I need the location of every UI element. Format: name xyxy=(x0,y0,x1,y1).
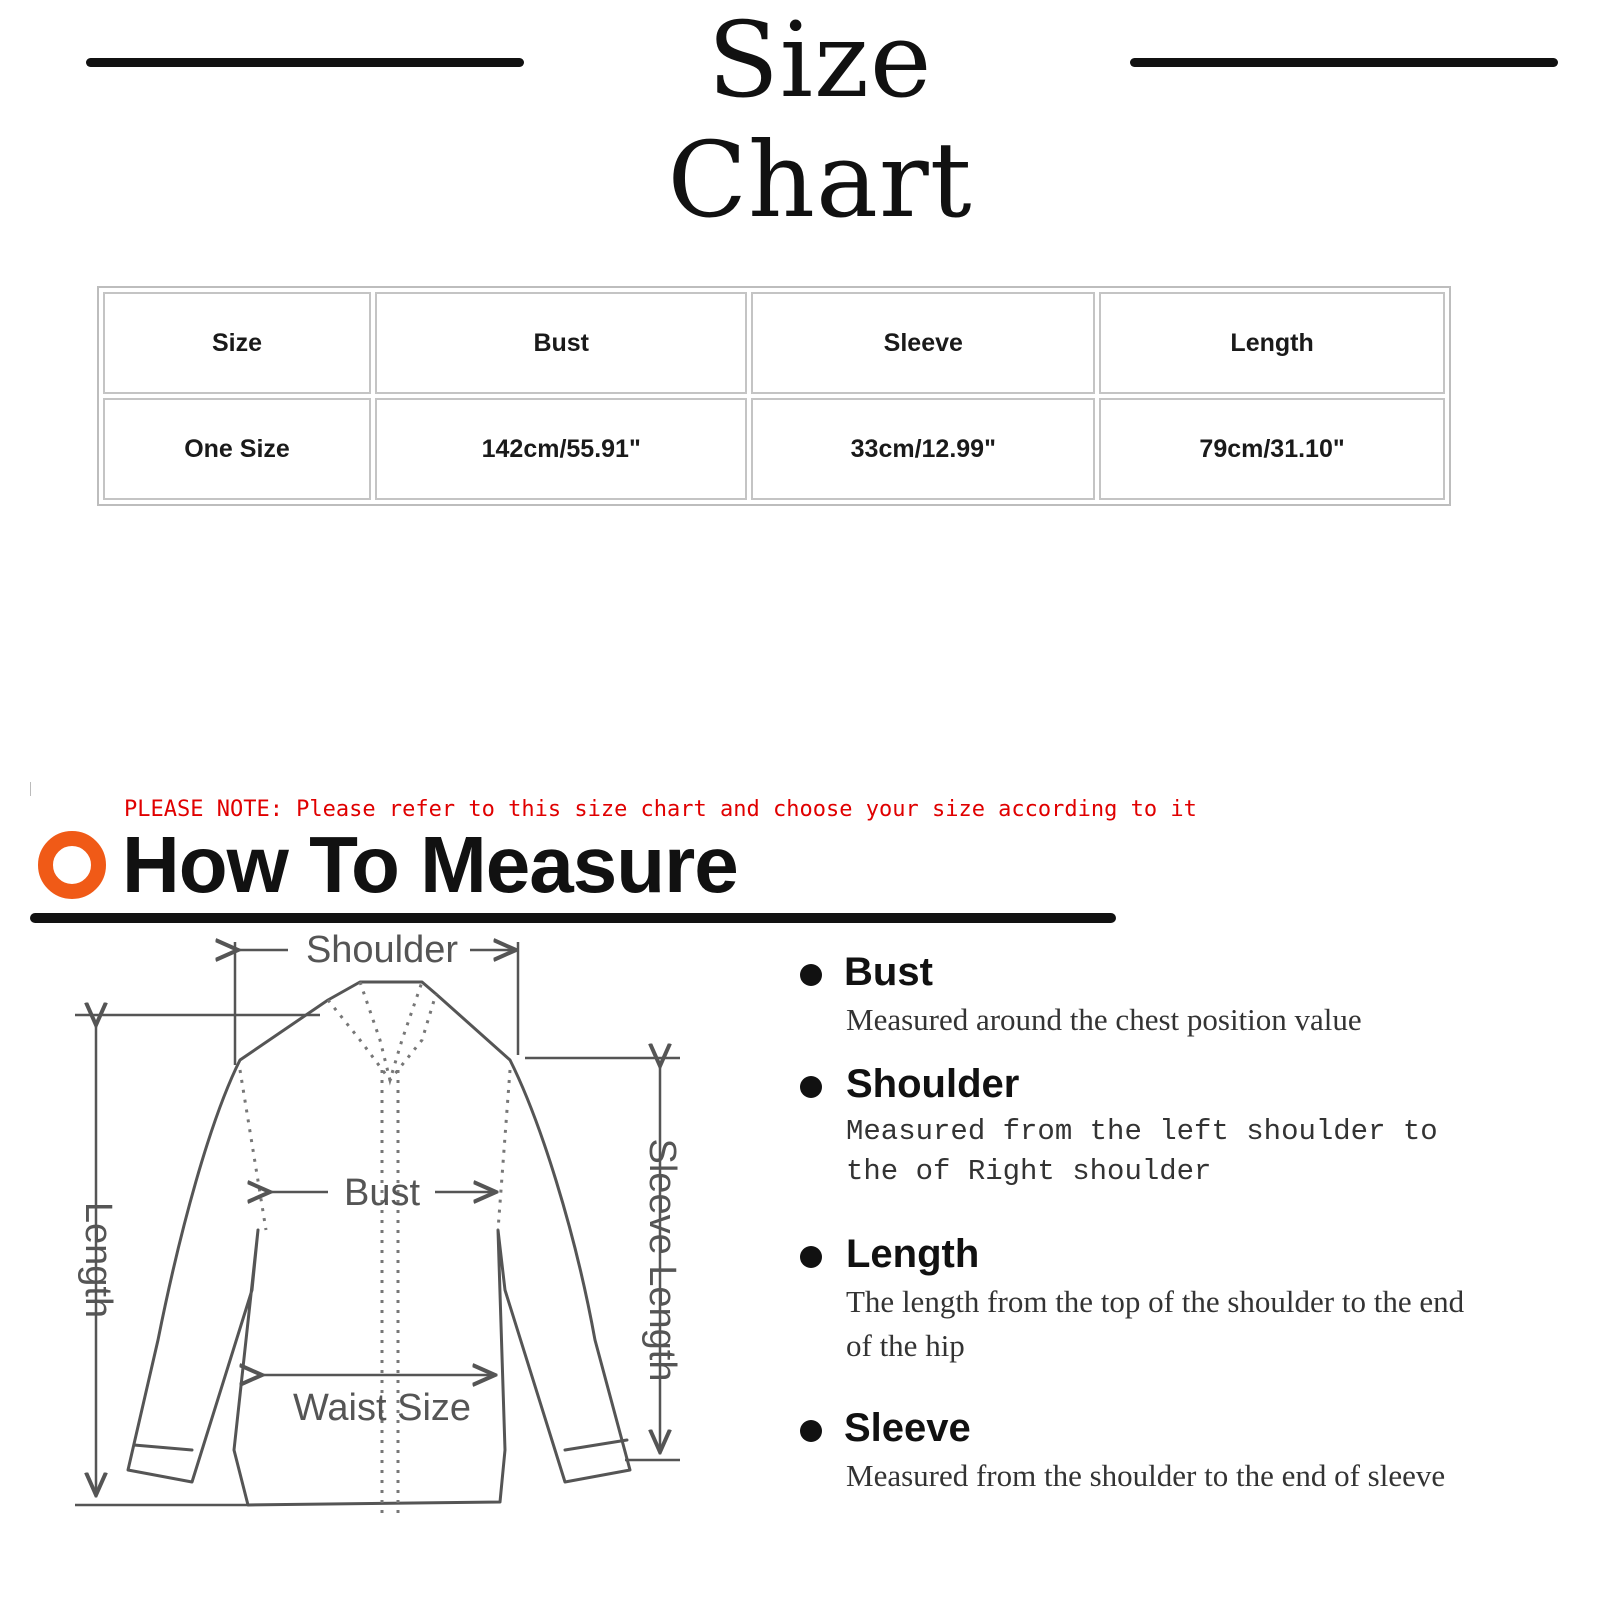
bullet-title: Bust xyxy=(844,950,933,994)
bullet-dot-icon xyxy=(800,1420,822,1442)
bullet-desc: Measured around the chest position value xyxy=(846,1002,1362,1037)
bullet-desc: The length from the top of the shoulder to the end of the hip xyxy=(846,1284,1465,1363)
table-header-row xyxy=(103,292,1445,394)
size-note: PLEASE NOTE: Please refer to this size chart and choose your size according to it xyxy=(124,797,1197,822)
title-rule-right xyxy=(1130,58,1558,67)
shirt-measurement-diagram xyxy=(30,930,750,1590)
waist-size-label: Waist Size xyxy=(292,1387,472,1429)
bullet-title: Shoulder xyxy=(846,1062,1020,1106)
size-chart-header xyxy=(0,0,1600,241)
bullet-dot-icon xyxy=(800,964,822,986)
sleeve-length-label: Sleeve Length xyxy=(641,1138,683,1382)
cell-length: 79cm/31.10" xyxy=(1099,398,1445,500)
bullet-desc: Measured from the shoulder to the end of sleeve xyxy=(846,1458,1446,1493)
bullet-dot-icon xyxy=(800,1076,822,1098)
header-cell-length: Length xyxy=(1099,292,1445,394)
size-table xyxy=(97,286,1451,506)
bullet-title: Length xyxy=(846,1232,980,1276)
header-cell-size: Size xyxy=(103,292,371,394)
circle-ring-icon xyxy=(38,831,106,899)
cell-size: One Size xyxy=(103,398,371,500)
bullet-title: Sleeve xyxy=(844,1406,971,1450)
bust-label: Bust xyxy=(343,1172,421,1214)
title-rule-left xyxy=(86,58,524,67)
cell-sleeve: 33cm/12.99" xyxy=(751,398,1095,500)
header-cell-bust: Bust xyxy=(375,292,747,394)
divider-tick xyxy=(30,782,31,796)
length-label: Length xyxy=(77,1201,119,1319)
table-row xyxy=(103,398,1445,500)
bullet-desc: Measured from the left shoulder to the of Right shoulder xyxy=(846,1115,1438,1188)
cell-bust: 142cm/55.91" xyxy=(375,398,747,500)
shirt-seams xyxy=(240,982,510,1520)
measure-heading: How To Measure xyxy=(122,820,738,909)
header-cell-sleeve: Sleeve xyxy=(751,292,1095,394)
bullet-dot-icon xyxy=(800,1246,822,1268)
measure-rule xyxy=(30,913,1116,923)
page-title: Size Chart xyxy=(667,0,973,241)
shoulder-label: Shoulder xyxy=(305,930,459,971)
